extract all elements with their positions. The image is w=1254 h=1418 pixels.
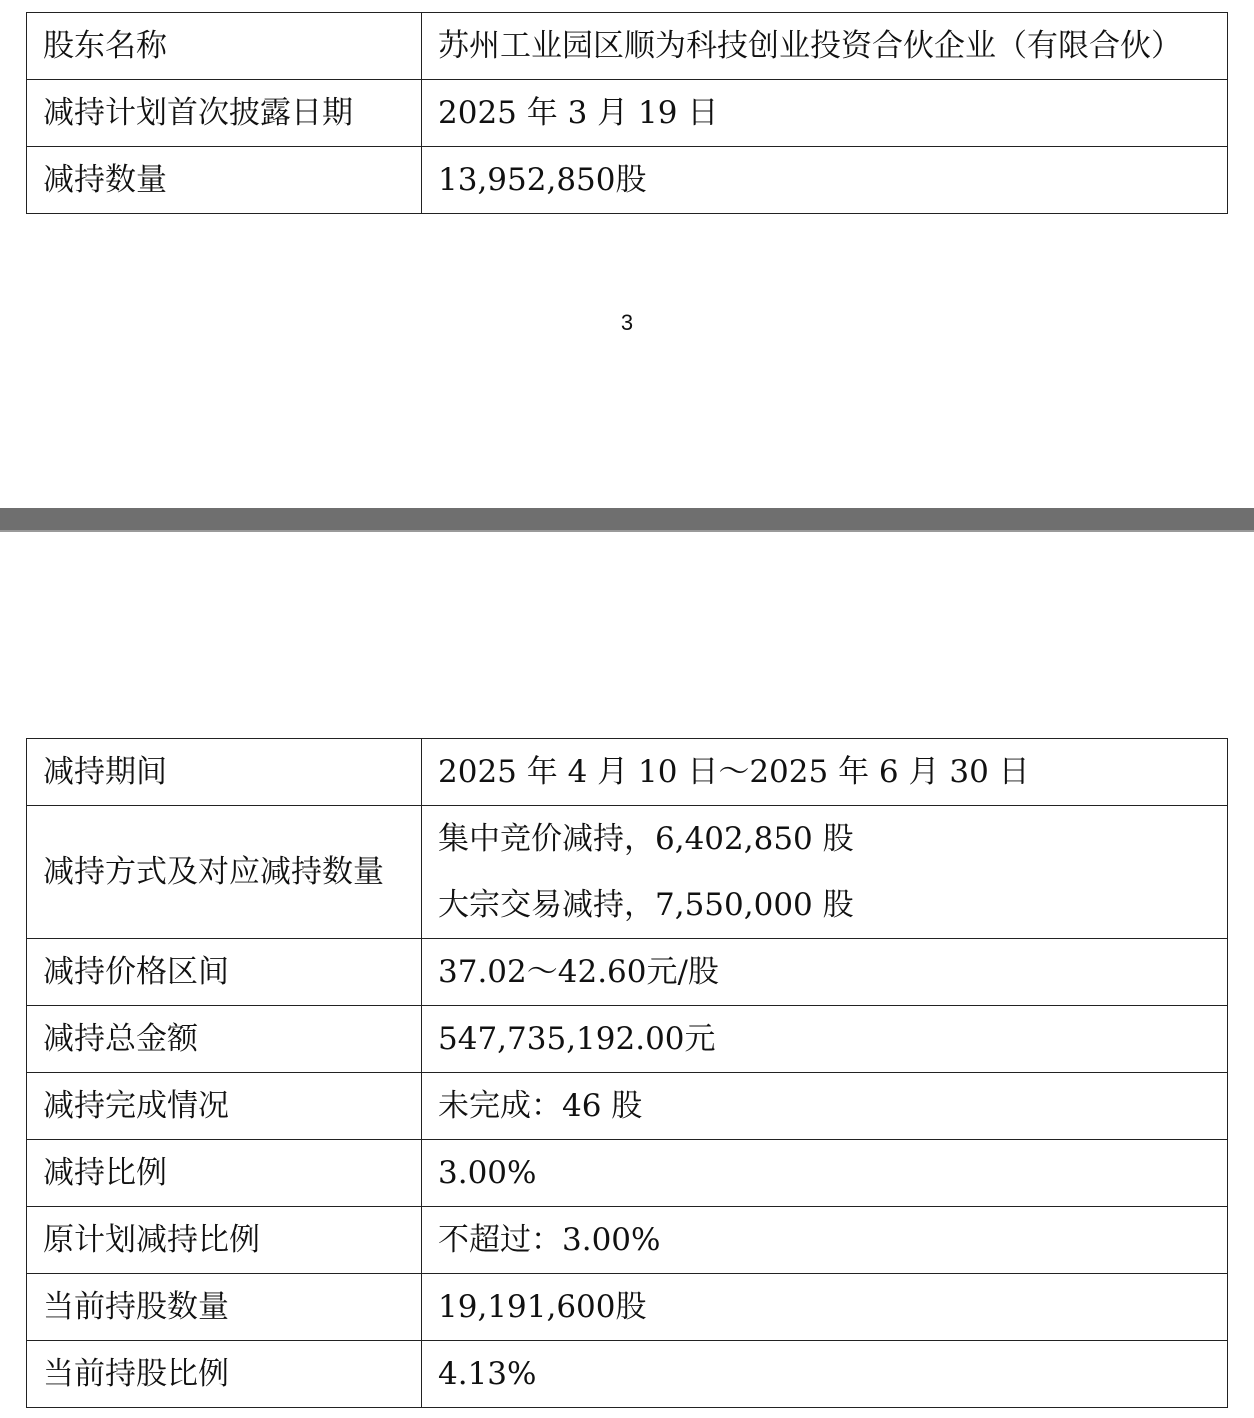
table-row	[27, 1341, 1228, 1408]
completion-status-label: 减持完成情况	[27, 1073, 422, 1140]
page-separator	[0, 508, 1254, 532]
shareholder-info-table	[26, 12, 1228, 214]
planned-ratio-value: 不超过：3.00%	[422, 1207, 1228, 1274]
table-row	[27, 1140, 1228, 1207]
table-row	[27, 806, 1228, 939]
page-number: 3	[620, 310, 634, 335]
table-row	[27, 1274, 1228, 1341]
price-range-label: 减持价格区间	[27, 939, 422, 1006]
first-disclosure-date-value: 2025 年 3 月 19 日	[422, 80, 1228, 147]
current-ratio-value: 4.13%	[422, 1341, 1228, 1408]
reduction-detail-table	[26, 738, 1228, 1408]
page-top	[0, 0, 1254, 508]
table-row	[27, 147, 1228, 214]
shareholder-name-value: 苏州工业园区顺为科技创业投资合伙企业（有限合伙）	[422, 13, 1228, 80]
shareholder-name-label: 股东名称	[27, 13, 422, 80]
reduction-period-value: 2025 年 4 月 10 日～2025 年 6 月 30 日	[422, 739, 1228, 806]
table-row	[27, 13, 1228, 80]
reduction-quantity-value: 13,952,850股	[422, 147, 1228, 214]
current-ratio-label: 当前持股比例	[27, 1341, 422, 1408]
reduction-ratio-label: 减持比例	[27, 1140, 422, 1207]
total-amount-value: 547,735,192.00元	[422, 1006, 1228, 1073]
reduction-ratio-value: 3.00%	[422, 1140, 1228, 1207]
block-trade-line: 大宗交易减持，7,550,000 股	[438, 887, 854, 923]
planned-ratio-label: 原计划减持比例	[27, 1207, 422, 1274]
completion-status-value: 未完成：46 股	[422, 1073, 1228, 1140]
centralized-bidding-line: 集中竞价减持，6,402,850 股	[438, 821, 854, 857]
table-row	[27, 1207, 1228, 1274]
current-shares-label: 当前持股数量	[27, 1274, 422, 1341]
table-row	[27, 80, 1228, 147]
reduction-period-label: 减持期间	[27, 739, 422, 806]
price-range-value: 37.02～42.60元/股	[422, 939, 1228, 1006]
reduction-method-value	[422, 806, 1228, 939]
first-disclosure-date-label: 减持计划首次披露日期	[27, 80, 422, 147]
current-shares-value: 19,191,600股	[422, 1274, 1228, 1341]
total-amount-label: 减持总金额	[27, 1006, 422, 1073]
table-row	[27, 1006, 1228, 1073]
table-row	[27, 739, 1228, 806]
table-row	[27, 1073, 1228, 1140]
table-row	[27, 939, 1228, 1006]
reduction-quantity-label: 减持数量	[27, 147, 422, 214]
reduction-method-label: 减持方式及对应减持数量	[27, 806, 422, 939]
